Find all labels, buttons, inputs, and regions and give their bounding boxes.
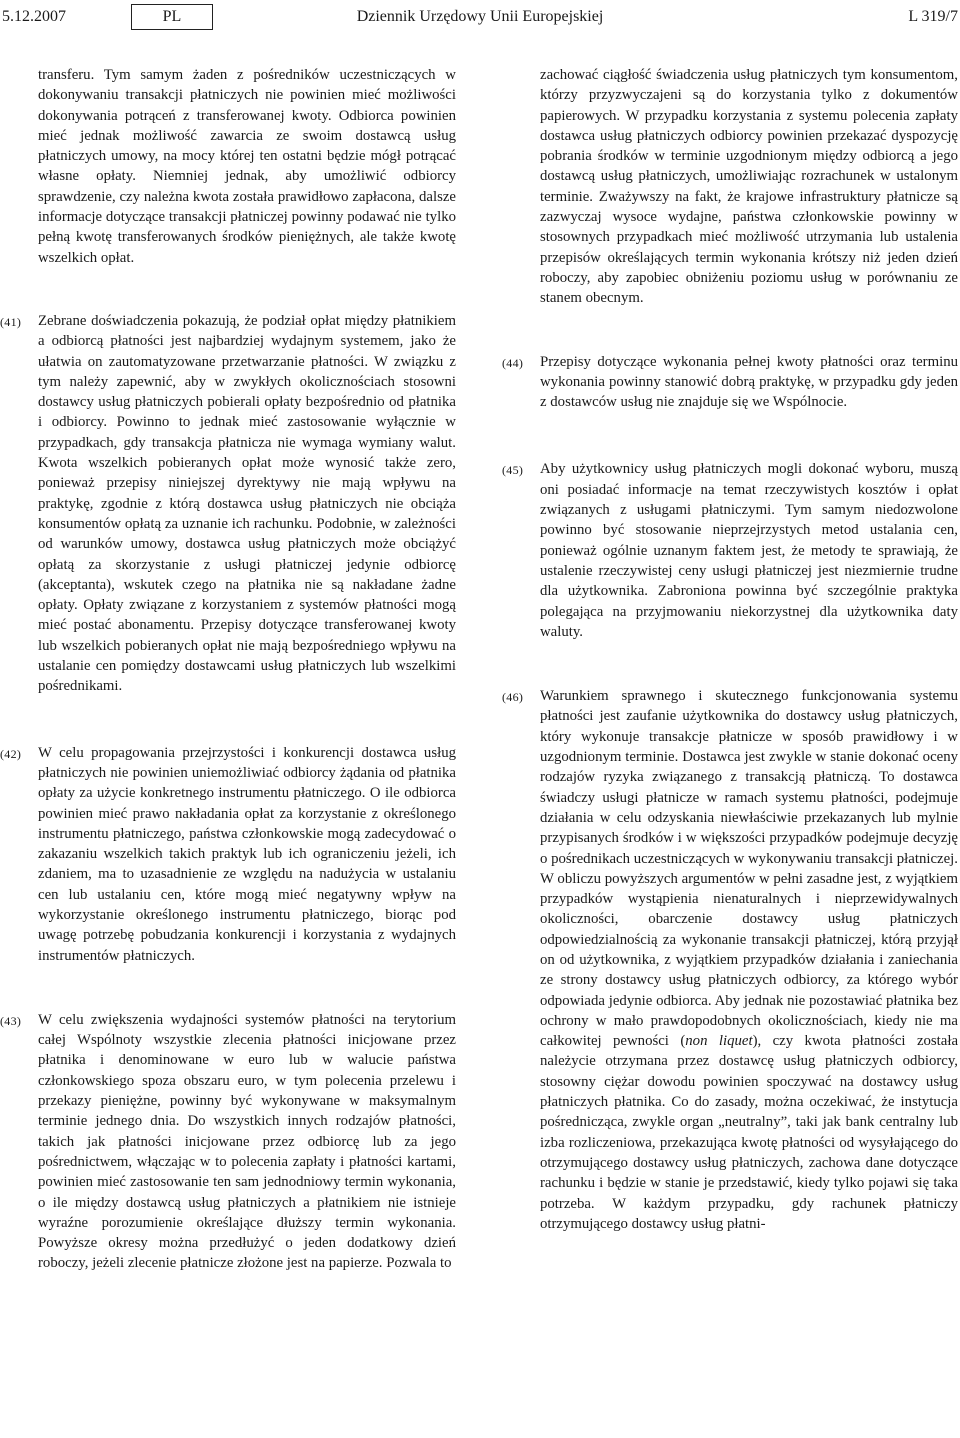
left-column xyxy=(0,65,456,1274)
recital-number: (44) xyxy=(502,355,524,370)
recital-text-part: ), czy kwota płatności została należycie otrzymana przez dostawcę usług płatniczych odbiorcy, stosowny ciężar dowodu powinien spoczywać na dostawcy usług płatniczych płatnika. Co do zasady, można oczekiwać, że instytucja pośrednicząca, zwykle organ „neutralny”, taki jak bank centralny lub izba rozliczeniowa, przekazująca kwotę płatności od wysyłającego do otrzymującego dostawcy usług płatniczych, zachowa dane dotyczące rachunku i będzie w stanie je przedstawić, kiedy tylko pojawi się taka potrzeba. W każdym przypadku, gdy rachunek płatniczy otrzymującego dostawcy usług płatni- xyxy=(540,1033,959,1232)
recital-text: W celu propagowania przejrzystości i konkurencji dostawca usług płatniczych nie powinien uniemożliwiać odbiorcy żądania od płatnika opłaty za użycie konkretnego instrumentu płatniczego. O ile odbiorca powinien mieć prawo nakładania opłat za korzystanie z określonego instrumentu płatniczego, państwa członkowskie mogą zadecydować o zakazaniu wszelkich takich praktyk lub ich ograniczeniu jeżeli, ich zdaniem, ma to uzasadnienie ze względu na nadużycia w ustalaniu cen lub ustalaniu cen, które mogą mieć negatywny wpływ na wykorzystanie określonego instrumentu płatniczego, biorąc pod uwagę potrzebę pobudzania konkurencji i korzystania z wydajnych instrumentów płatniczych. xyxy=(38,744,456,964)
page-header xyxy=(0,0,960,34)
recital-42 xyxy=(0,743,456,966)
recital-44 xyxy=(502,352,958,413)
recital-number: (45) xyxy=(502,463,524,478)
recital-text: Przepisy dotyczące wykonania pełnej kwoty płatności oraz terminu wykonania powinny stanowić dobrą praktykę, w przypadku gdy jeden z dostawców usług nie znajduje się we Wspólnocie. xyxy=(540,353,958,411)
recital-text xyxy=(540,686,958,1234)
recital-number: (43) xyxy=(0,1013,22,1028)
publication-date: 5.12.2007 xyxy=(2,8,66,25)
recital-46 xyxy=(502,686,959,1234)
recital-number: (42) xyxy=(0,746,22,761)
recital-number: (41) xyxy=(0,314,22,329)
page-number: L 319/7 xyxy=(908,8,958,25)
recital-text: Zebrane doświadczenia pokazują, że podział opłat między płatnikiem a odbiorcą płatności jest najbardziej wydajnym systemem, jako że ułatwia on zautomatyzowane przetwarzanie płatności. W związku z tym należy zapewnić, aby w zwykłych okolicznościach stosowni dostawcy usług płatniczych pobierali opłaty bezpośrednio od płatnika i odbiorcy. Powinno to jednak mieć zastosowanie wyłącznie w przypadkach, gdy transakcja płatnicza nie wymaga wymiany walut. Kwota wszelkich pobieranych opłat może wynosić także zero, ponieważ przepisy niniejszej dyrektywy nie mają wpływu na praktykę, zgodnie z którą dostawca usług płatniczych nie obciąża konsumentów opłatą za uznanie ich rachunku. Podobnie, w zależności od warunków umowy, dostawca usług płatniczych może obciążyć opłatą za skorzystanie z usługi płatniczej jedynie odbiorcę (akceptanta), wskutek czego na płatnika nie są nakładane żadne opłaty. Opłaty związane z korzystaniem z systemów płatności mogą mieć postać abonamentu. Przepisy dotyczące transferowanej kwoty lub wszelkich pobieranych opłat nie mają bezpośredniego wpływu na ustalanie cen pomiędzy dostawcami usług płatniczych lub wszelkimi pośrednikami. xyxy=(38,312,456,695)
recital-text-part: Warunkiem sprawnego i skutecznego funkcjonowania systemu płatności jest zaufanie użytkownika do dostawcy usług płatniczych, który wykonuje transakcje płatnicze w sposób prawidłowy i w uzgodnionym terminie. Dostawca jest zwykle w stanie dokonać oceny rodzajów ryzyka związanego z transakcją płatniczą. To dostawca świadczy usługi płatnicze w ramach systemu płatności, podejmuje działania w celu odzyskania niewłaściwie przekazanych lub mylnie przypisanych środków i w większości przypadków podejmuje decyzję o pośrednikach uczestniczących w wykonywaniu transakcji płatniczej. W obliczu powyższych argumentów w pełni zasadne jest, z wyjątkiem przypadków wystąpienia nienaturalnych i nieprzewidywalnych okoliczności, obarczenie dostawcy usług płatniczych odpowiedzialnością za wykonanie transakcji płatniczej, którą przyjął on od użytkownika, z wyjątkiem przypadków działania i zaniechania ze strony dostawcy usług płatniczych odbiorcy, za którego wybór odpowiada jedynie odbiorca. Aby jednak nie pozostawiać płatnika bez ochrony w mało prawdopodobnych okolicznościach, kiedy nie ma całkowitej pewności ( xyxy=(540,688,958,1050)
recital-text: W celu zwiększenia wydajności systemów płatności na terytorium całej Wspólnoty wszystkie zlecenia płatności inicjowane przez płatnika i denominowane w euro lub w walucie państwa członkowskiego spoza obszaru euro, w tym polecenia przelewu i przekazy pieniężne, powinny być wykonywane w maksymalnym terminie jednego dnia. Do wszystkich innych rodzajów płatności, takich jak płatności inicjowane przez odbiorcę lub za jego pośrednictwem, włączając w to polecenia zapłaty i płatności kartami, powinien mieć zastosowanie ten sam jednodniowy termin wykonania, o ile między dostawcą usług płatniczych a płatnikiem nie istnieje wyraźne porozumienie określające dłuższy termin wykonania. Powyższe okresy można przedłużyć o jeden dodatkowy dzień roboczy, jeżeli zlecenie płatnicze złożone jest na papierze. Pozwala to xyxy=(38,1011,456,1272)
language-badge: PL xyxy=(131,4,213,30)
journal-title: Dziennik Urzędowy Unii Europejskiej xyxy=(356,8,604,25)
right-column xyxy=(502,65,959,1234)
continuation-paragraph: transferu. Tym samym żaden z pośredników uczestniczących w dokonywaniu transakcji płatniczych nie powinien mieć możliwości dokonywania potrąceń z transferowanej kwoty. Odbiorca powinien mieć jednak możliwość zawarcia ze swoim dostawcą usług płatniczych umowy, na mocy której ten ostatni będzie mógł potrącać własne opłaty. Niemniej jednak, aby umożliwić odbiorcy sprawdzenie, czy należna kwota została prawidłowo zapłacona, dalsze informacje dotyczące transakcji płatniczej powinny podawać nie tylko pełną kwotę transferowanych środków pieniężnych, ale także kwotę wszelkich opłat. xyxy=(38,67,456,266)
recital-text: Aby użytkownicy usług płatniczych mogli dokonać wyboru, muszą oni posiadać informacje na temat rzeczywistych kosztów i opłat związanych z usługami płatniczymi. Tym samym niedozwolone powinno być stosowanie nieprzejrzystych metod ustalania cen, ponieważ ogólnie uznanym faktem jest, że metody te sprawiają, że ustalenie rzeczywistej ceny usługi płatniczej jest niezmiernie trudne dla użytkownika. Zabroniona powinna być szczególnie praktyka polegająca na przyjmowaniu niekorzystnej dla użytkownika daty waluty. xyxy=(540,461,958,640)
recital-43 xyxy=(0,1010,456,1274)
latin-term: non liquet xyxy=(685,1033,753,1050)
recital-number: (46) xyxy=(502,690,524,705)
continuation-paragraph: zachować ciągłość świadczenia usług płatniczych tym konsumentom, którzy przyzwyczajeni są do korzystania tylko z dokumentów papierowych. W przypadku korzystania z systemu polecenia zapłaty dostawca usług płatniczych odbiorcy powinien przekazać dyspozycję pobrania środków w terminie uzgodnionym między odbiorcą a jego dostawcą usług płatniczych, umożliwiając rozrachunek w ustalonym terminie. Zważywszy na fakt, że krajowe infrastruktury płatnicze są zazwyczaj wysoce wydajne, państwa członkowskie powinny w stosownych przypadkach mieć możliwość utrzymania lub ustalenia przepisów określających termin wykonania krótszy niż jeden dzień roboczy, aby zapobiec obniżeniu poziomu usług w porównaniu ze stanem obecnym. xyxy=(540,67,958,307)
recital-41 xyxy=(0,311,456,697)
recital-45 xyxy=(502,459,958,642)
